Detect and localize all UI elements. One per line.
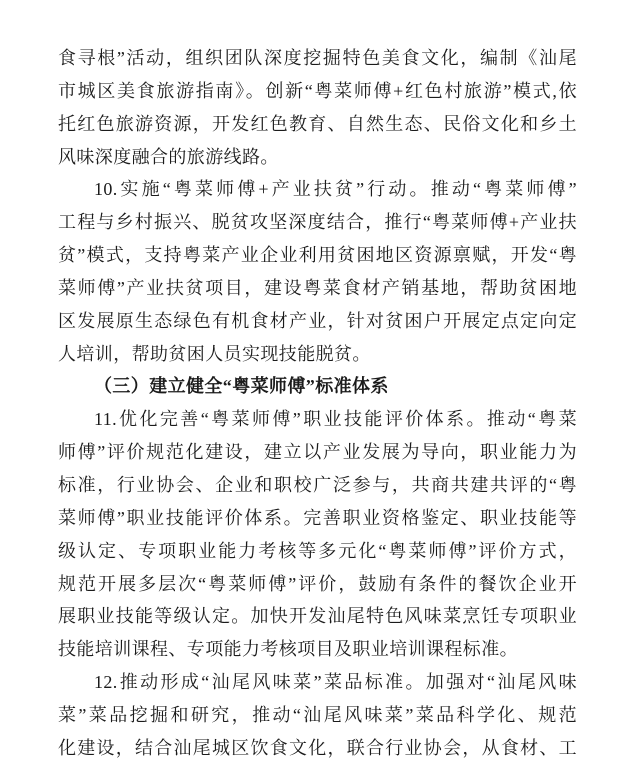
text-line: 贫”模式，支持粤菜产业企业利用贫困地区资源禀赋，开发“粤 — [58, 245, 577, 266]
text-line: 人培训，帮助贫困人员实现技能脱贫。 — [58, 343, 371, 364]
text-line: 规范开展多层次“粤菜师傅”评价，鼓励有条件的餐饮企业开 — [58, 573, 577, 594]
text-line: 工程与乡村振兴、脱贫攻坚深度结合，推行“粤菜师傅+产业扶 — [58, 212, 577, 233]
text-line: 托红色旅游资源，开发红色教育、自然生态、民俗文化和乡土 — [58, 113, 577, 134]
text-line: 12.推动形成“汕尾风味菜”菜品标准。加强对“汕尾风味 — [94, 672, 577, 693]
text-line: 风味深度融合的旅游线路。 — [58, 146, 279, 167]
text-line: 10.实施“粤菜师傅+产业扶贫”行动。推动“粤菜师傅” — [94, 179, 577, 200]
text-line: 菜”菜品挖掘和研究，推动“汕尾风味菜”菜品科学化、规范 — [58, 704, 577, 725]
text-line: 展职业技能等级认定。加快开发汕尾特色风味菜烹饪专项职业 — [58, 606, 577, 627]
text-line: 级认定、专项职业能力考核等多元化“粤菜师傅”评价方式， — [58, 540, 577, 561]
document-body — [58, 42, 577, 765]
text-line: 菜师傅”产业扶贫项目，建设粤菜食材产销基地，帮助贫困地 — [58, 277, 577, 298]
text-line: 化建设，结合汕尾城区饮食文化，联合行业协会，从食材、工 — [58, 737, 577, 758]
text-line: 菜师傅”职业技能评价体系。完善职业资格鉴定、职业技能等 — [58, 507, 577, 528]
text-line: 市城区美食旅游指南》。创新“粤菜师傅+红色村旅游”模式,依 — [58, 80, 577, 101]
text-line: 食寻根”活动，组织团队深度挖掘特色美食文化，编制《汕尾 — [58, 48, 577, 68]
text-line: 区发展原生态绿色有机食材产业，针对贫困户开展定点定向定 — [58, 310, 577, 331]
text-line: 技能培训课程、专项能力考核项目及职业培训课程标准。 — [58, 639, 518, 660]
section-heading: （三）建立健全“粤菜师傅”标准体系 — [94, 376, 389, 397]
text-line: 师傅”评价规范化建设，建立以产业发展为导向，职业能力为 — [58, 442, 577, 463]
text-line: 标准，行业协会、企业和职校广泛参与，共商共建共评的“粤 — [58, 474, 577, 495]
text-line: 11.优化完善“粤菜师傅”职业技能评价体系。推动“粤菜 — [94, 409, 577, 430]
